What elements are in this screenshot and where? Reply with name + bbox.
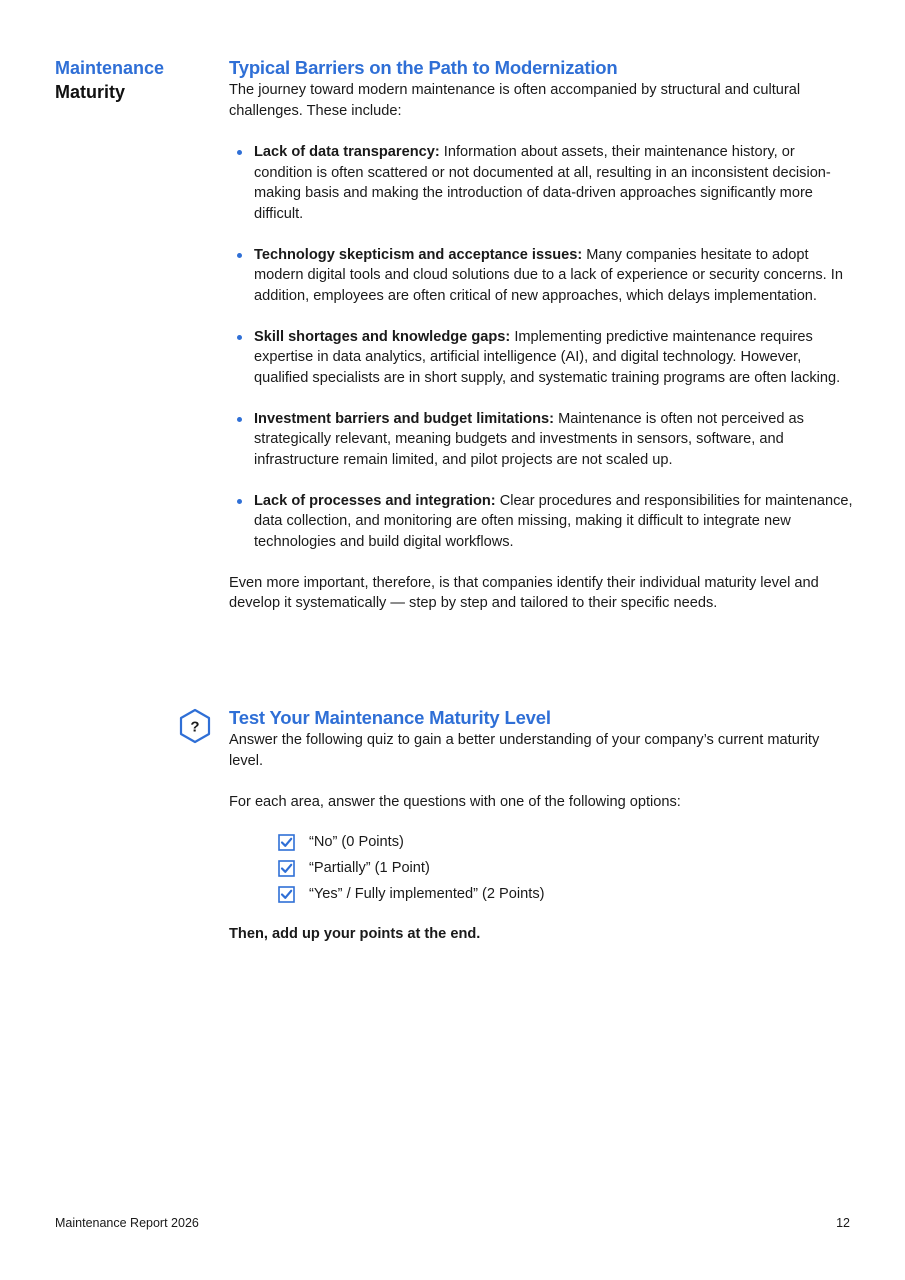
barrier-desc: Clear procedures and responsibilities for maintenance, data collection, and monitoring are often missing, making it difficult to integrate new technologies and build digital workflows. (254, 492, 853, 550)
footer-report-name: Maintenance Report 2026 (55, 1216, 199, 1230)
barrier-desc: Implementing predictive maintenance requires expertise in data analytics, artificial intelligence (AI), and digital technology. However, qualified specialists are in short supply, and systematic training programs are often lacking. (254, 328, 841, 386)
barrier-item (254, 409, 854, 471)
quiz-options (229, 832, 854, 905)
barrier-desc: Maintenance is often not perceived as strategically relevant, meaning budgets and investments in sensors, software, and infrastructure remain limited, and pilot projects are not scaled up. (254, 410, 804, 468)
barrier-term: Lack of processes and integration: (254, 492, 496, 509)
barrier-item (254, 245, 854, 307)
question-hexagon-icon (178, 708, 212, 744)
svg-text:?: ? (190, 718, 200, 736)
quiz-option-label: “Yes” / Fully implemented” (2 Points) (309, 886, 545, 902)
barrier-term: Lack of data transparency: (254, 144, 440, 160)
barrier-item (254, 491, 854, 553)
page-number: 12 (836, 1216, 850, 1230)
barrier-item (254, 327, 854, 389)
quiz-title: Test Your Maintenance Maturity Level (229, 707, 551, 728)
quiz-option (278, 884, 854, 905)
barrier-item (254, 142, 854, 224)
quiz-final-instruction: Then, add up your points at the end. (229, 925, 481, 942)
barrier-desc: Information about assets, their maintenance history, or condition is often scattered or not documented at all, resulting in an inconsistent decision-making basis and making the introduction of data-driven approaches significantly more difficult. (254, 144, 831, 222)
quiz-option-label: “No” (0 Points) (309, 834, 404, 850)
quiz-intro: Answer the following quiz to gain a better understanding of your company’s current maturity level. (229, 732, 820, 769)
barriers-intro: The journey toward modern maintenance is often accompanied by structural and cultural challenges. These include: (229, 82, 801, 119)
barrier-term: Technology skepticism and acceptance issues: (254, 246, 583, 263)
section-label-line1: Maintenance (55, 58, 165, 78)
section-label-line2: Maturity (55, 82, 126, 102)
quiz-option (278, 858, 854, 879)
quiz-instruction: For each area, answer the questions with one of the following options: (229, 793, 681, 810)
barriers-section (229, 56, 854, 614)
checkbox-checked-icon (278, 886, 295, 903)
barriers-closing: Even more important, therefore, is that companies identify their individual maturity level and develop it systematically — step by step and tailored to their specific needs. (229, 574, 819, 612)
barrier-term: Skill shortages and knowledge gaps: (254, 328, 511, 345)
checkbox-checked-icon (278, 860, 295, 877)
quiz-option (278, 832, 854, 853)
barriers-list (229, 142, 854, 552)
barriers-title: Typical Barriers on the Path to Modernization (229, 57, 618, 78)
quiz-option-label: “Partially” (1 Point) (309, 860, 430, 876)
section-label (55, 56, 215, 104)
barrier-desc: Many companies hesitate to adopt modern digital tools and cloud solutions due to a lack of experience or security concerns. In addition, employees are often critical of new approaches, which delays implementation. (254, 246, 843, 304)
checkbox-checked-icon (278, 834, 295, 851)
quiz-section (229, 706, 854, 944)
barrier-term: Investment barriers and budget limitations: (254, 410, 555, 427)
